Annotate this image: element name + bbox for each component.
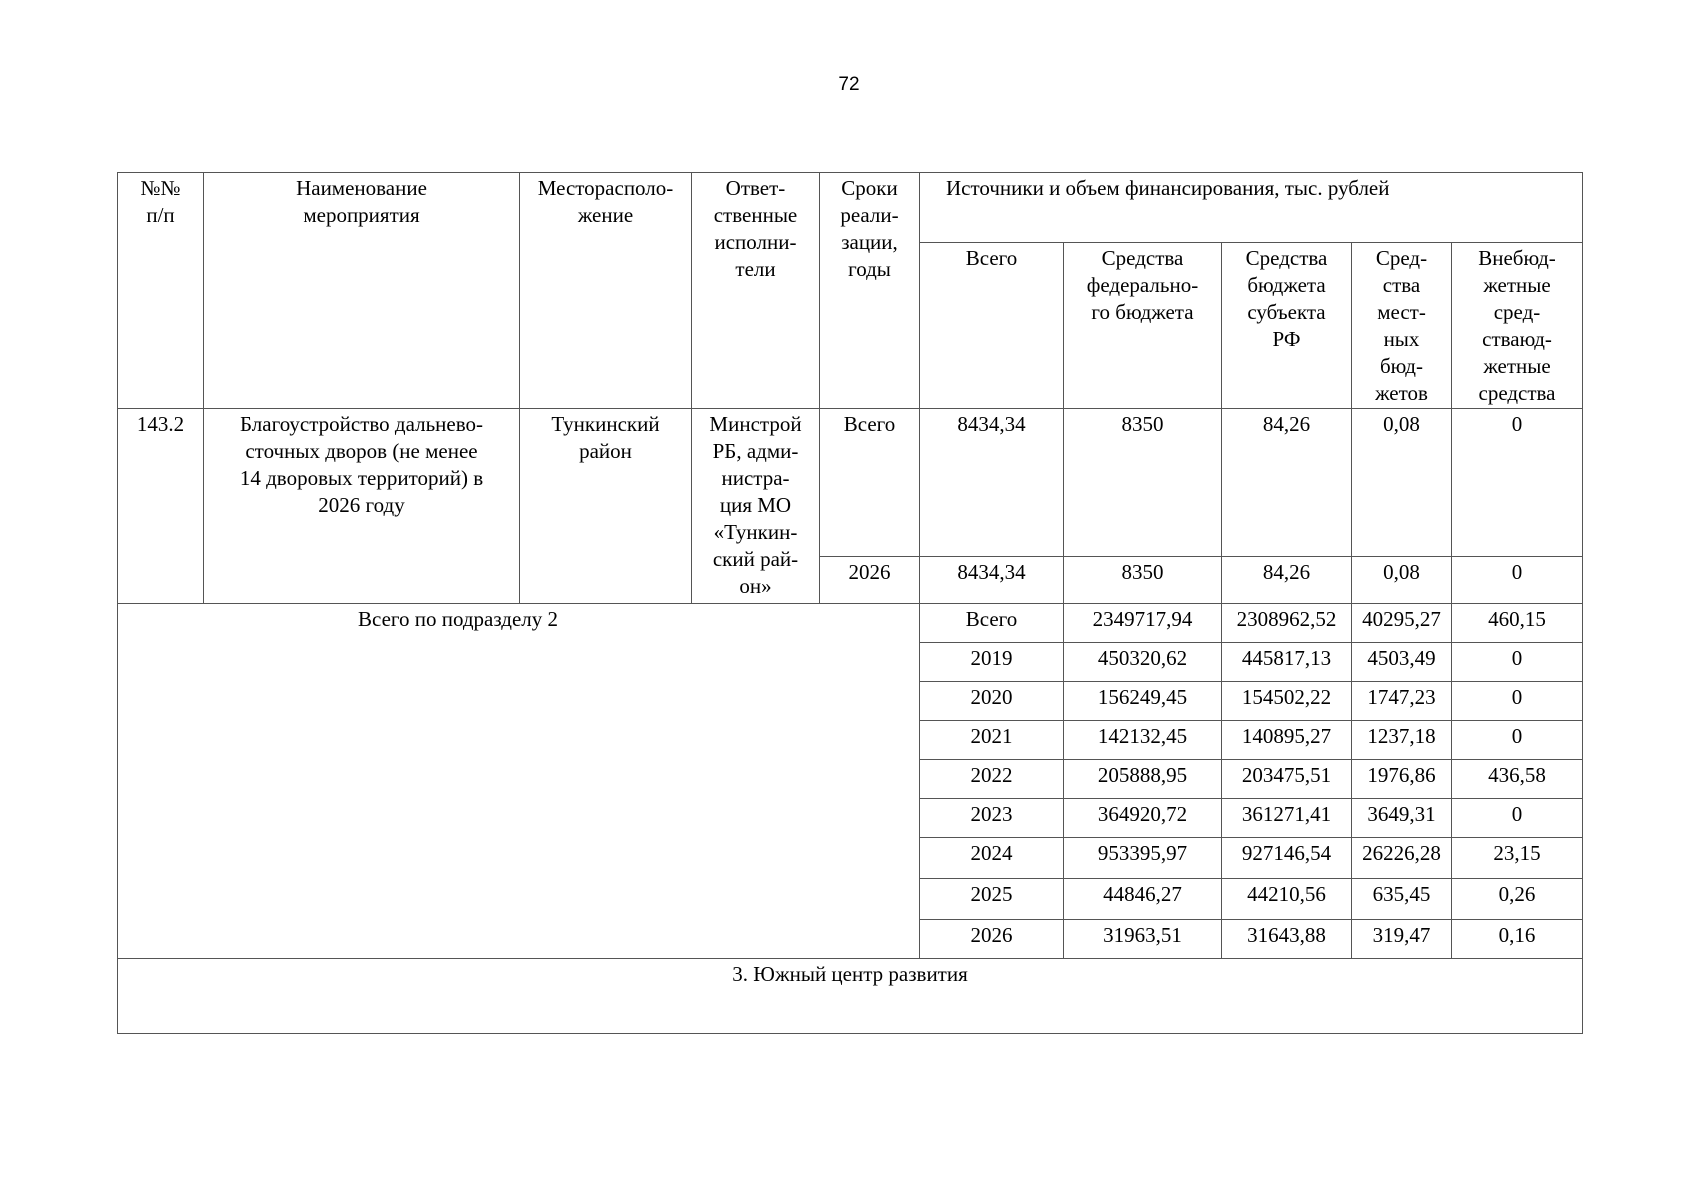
subtotal-federal: 31643,88 bbox=[1222, 920, 1352, 959]
subtotal-federal: 361271,41 bbox=[1222, 799, 1352, 838]
subtotal-federal: 140895,27 bbox=[1222, 721, 1352, 760]
header-period: Сроки реали- зации, годы bbox=[820, 173, 920, 409]
item-extra: 0 bbox=[1452, 557, 1583, 604]
item-subject: 84,26 bbox=[1222, 409, 1352, 557]
subtotal-subject: 26226,28 bbox=[1352, 838, 1452, 879]
subtotal-total: 44846,27 bbox=[1064, 879, 1222, 920]
item-row bbox=[118, 409, 1583, 557]
subtotal-total: 31963,51 bbox=[1064, 920, 1222, 959]
subtotal-total: 156249,45 bbox=[1064, 682, 1222, 721]
section-title: 3. Южный центр развития bbox=[118, 959, 1583, 1034]
subtotal-row bbox=[118, 604, 1583, 643]
subtotal-local: 436,58 bbox=[1452, 760, 1583, 799]
item-extra: 0 bbox=[1452, 409, 1583, 557]
subtotal-subject: 1237,18 bbox=[1352, 721, 1452, 760]
item-period: 2026 bbox=[820, 557, 920, 604]
header-local: Сред- ства мест- ных бюд- жетов bbox=[1352, 243, 1452, 409]
header-location: Месторасполо- жение bbox=[520, 173, 692, 409]
subtotal-period: 2019 bbox=[920, 643, 1064, 682]
subtotal-subject: 635,45 bbox=[1352, 879, 1452, 920]
subtotal-local: 0 bbox=[1452, 643, 1583, 682]
item-num: 143.2 bbox=[118, 409, 204, 604]
subtotal-subject: 319,47 bbox=[1352, 920, 1452, 959]
subtotal-subject: 4503,49 bbox=[1352, 643, 1452, 682]
subtotal-period: 2024 bbox=[920, 838, 1064, 879]
subtotal-local: 0,26 bbox=[1452, 879, 1583, 920]
header-extra: Внебюд- жетные сред- стваюд- жетные средства bbox=[1452, 243, 1583, 409]
subtotal-period: 2021 bbox=[920, 721, 1064, 760]
subtotal-total: 142132,45 bbox=[1064, 721, 1222, 760]
subtotal-period: 2020 bbox=[920, 682, 1064, 721]
subtotal-subject: 3649,31 bbox=[1352, 799, 1452, 838]
item-federal: 8350 bbox=[1064, 409, 1222, 557]
page-number: 72 bbox=[838, 74, 860, 95]
subtotal-local: 0,16 bbox=[1452, 920, 1583, 959]
subtotal-local: 0 bbox=[1452, 721, 1583, 760]
subtotal-period: 2026 bbox=[920, 920, 1064, 959]
subtotal-period: 2023 bbox=[920, 799, 1064, 838]
item-total: 8434,34 bbox=[920, 409, 1064, 557]
header-total: Всего bbox=[920, 243, 1064, 409]
header-federal: Средства федерально- го бюджета bbox=[1064, 243, 1222, 409]
subtotal-federal: 203475,51 bbox=[1222, 760, 1352, 799]
subtotal-subject: 1976,86 bbox=[1352, 760, 1452, 799]
header-responsible: Ответ- ственные исполни- тели bbox=[692, 173, 820, 409]
subtotal-federal: 445817,13 bbox=[1222, 643, 1352, 682]
item-total: 8434,34 bbox=[920, 557, 1064, 604]
item-federal: 8350 bbox=[1064, 557, 1222, 604]
subtotal-total: 2349717,94 bbox=[1064, 604, 1222, 643]
subtotal-total: 953395,97 bbox=[1064, 838, 1222, 879]
header-subject: Средства бюджета субъекта РФ bbox=[1222, 243, 1352, 409]
subtotal-total: 205888,95 bbox=[1064, 760, 1222, 799]
subtotal-federal: 154502,22 bbox=[1222, 682, 1352, 721]
subtotal-local: 0 bbox=[1452, 682, 1583, 721]
subtotal-federal: 2308962,52 bbox=[1222, 604, 1352, 643]
item-period: Всего bbox=[820, 409, 920, 557]
item-name: Благоустройство дальнево- сточных дворов (не менее 14 дворовых территорий) в 2026 году bbox=[204, 409, 520, 604]
item-local: 0,08 bbox=[1352, 557, 1452, 604]
item-location: Тункинский район bbox=[520, 409, 692, 604]
subtotal-total: 450320,62 bbox=[1064, 643, 1222, 682]
subtotal-label: Всего по подразделу 2 bbox=[118, 604, 920, 959]
subtotal-federal: 927146,54 bbox=[1222, 838, 1352, 879]
financing-table bbox=[117, 172, 1583, 1034]
item-local: 0,08 bbox=[1352, 409, 1452, 557]
header-num: №№ п/п bbox=[118, 173, 204, 409]
subtotal-subject: 1747,23 bbox=[1352, 682, 1452, 721]
subtotal-subject: 40295,27 bbox=[1352, 604, 1452, 643]
subtotal-period: Всего bbox=[920, 604, 1064, 643]
item-responsible: Минстрой РБ, адми- нистра- ция МО «Тункин- ский рай- он» bbox=[692, 409, 820, 604]
subtotal-period: 2025 bbox=[920, 879, 1064, 920]
item-subject: 84,26 bbox=[1222, 557, 1352, 604]
subtotal-local: 460,15 bbox=[1452, 604, 1583, 643]
header-name: Наименование мероприятия bbox=[204, 173, 520, 409]
subtotal-federal: 44210,56 bbox=[1222, 879, 1352, 920]
subtotal-period: 2022 bbox=[920, 760, 1064, 799]
subtotal-local: 0 bbox=[1452, 799, 1583, 838]
subtotal-total: 364920,72 bbox=[1064, 799, 1222, 838]
subtotal-local: 23,15 bbox=[1452, 838, 1583, 879]
header-sources: Источники и объем финансирования, тыс. рублей bbox=[920, 173, 1583, 243]
header-row bbox=[118, 173, 1583, 243]
section-row bbox=[118, 959, 1583, 1034]
